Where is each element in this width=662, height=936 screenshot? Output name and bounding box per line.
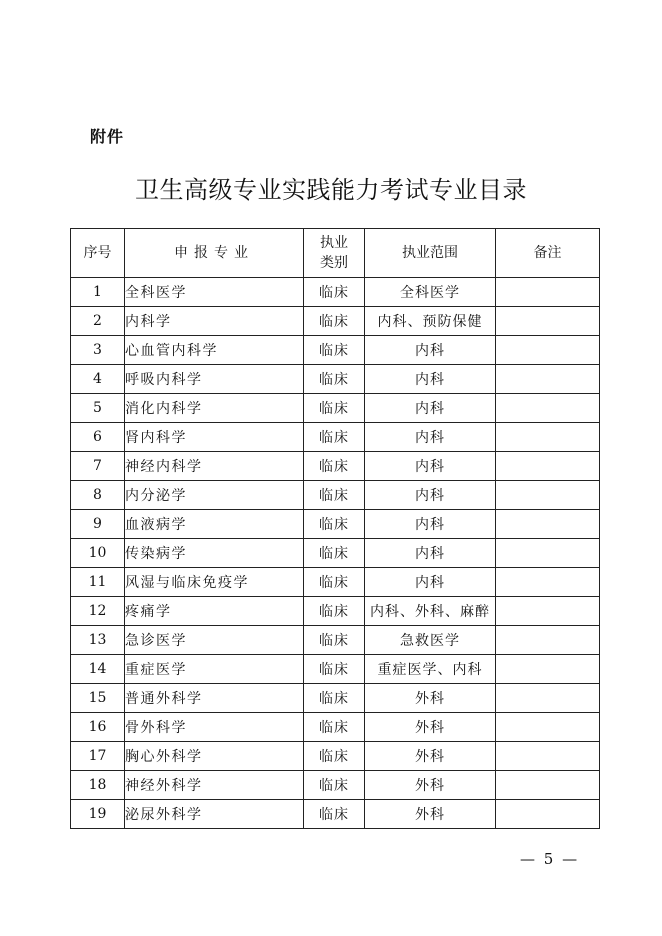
- header-remarks: 备注: [496, 229, 600, 278]
- row-major-name: 普通外科学: [125, 684, 304, 713]
- row-remark: [496, 684, 600, 713]
- table-row: [71, 684, 600, 713]
- row-remark: [496, 365, 600, 394]
- table-row: [71, 655, 600, 684]
- row-practice-scope: 急救医学: [365, 626, 496, 655]
- row-number: 11: [71, 568, 125, 597]
- table-row: [71, 481, 600, 510]
- header-index: 序号: [71, 229, 125, 278]
- row-remark: [496, 800, 600, 829]
- row-number: 2: [71, 307, 125, 336]
- table-row: [71, 423, 600, 452]
- row-remark: [496, 539, 600, 568]
- row-major-name: 神经内科学: [125, 452, 304, 481]
- table-row: [71, 597, 600, 626]
- header-major: 申报专业: [125, 229, 304, 278]
- row-major-name: 全科医学: [125, 278, 304, 307]
- row-major-name: 血液病学: [125, 510, 304, 539]
- row-number: 17: [71, 742, 125, 771]
- row-practice-scope: 内科: [365, 336, 496, 365]
- row-practice-type: 临床: [304, 307, 365, 336]
- row-practice-type: 临床: [304, 800, 365, 829]
- row-remark: [496, 568, 600, 597]
- row-number: 6: [71, 423, 125, 452]
- row-remark: [496, 742, 600, 771]
- row-practice-scope: 内科: [365, 394, 496, 423]
- row-practice-type: 临床: [304, 423, 365, 452]
- row-major-name: 心血管内科学: [125, 336, 304, 365]
- table-row: [71, 713, 600, 742]
- row-practice-type: 临床: [304, 510, 365, 539]
- specialty-catalog-table: [70, 228, 600, 829]
- table-row: [71, 510, 600, 539]
- row-practice-type: 临床: [304, 655, 365, 684]
- row-practice-type: 临床: [304, 742, 365, 771]
- row-number: 12: [71, 597, 125, 626]
- row-major-name: 胸心外科学: [125, 742, 304, 771]
- row-practice-type: 临床: [304, 452, 365, 481]
- row-practice-type: 临床: [304, 336, 365, 365]
- header-practice-type: [304, 229, 365, 278]
- row-practice-scope: 外科: [365, 800, 496, 829]
- page-number: — 5 —: [520, 850, 580, 868]
- row-remark: [496, 452, 600, 481]
- row-major-name: 泌尿外科学: [125, 800, 304, 829]
- row-major-name: 风湿与临床免疫学: [125, 568, 304, 597]
- table-row: [71, 278, 600, 307]
- row-number: 3: [71, 336, 125, 365]
- row-remark: [496, 481, 600, 510]
- row-practice-type: 临床: [304, 539, 365, 568]
- row-remark: [496, 626, 600, 655]
- row-number: 10: [71, 539, 125, 568]
- table-row: [71, 394, 600, 423]
- row-remark: [496, 278, 600, 307]
- row-number: 9: [71, 510, 125, 539]
- row-practice-scope: 内科、预防保健: [365, 307, 496, 336]
- row-practice-scope: 内科: [365, 568, 496, 597]
- row-practice-type: 临床: [304, 394, 365, 423]
- row-number: 14: [71, 655, 125, 684]
- table-row: [71, 800, 600, 829]
- table-row: [71, 742, 600, 771]
- row-number: 18: [71, 771, 125, 800]
- row-practice-type: 临床: [304, 481, 365, 510]
- row-number: 7: [71, 452, 125, 481]
- document-title: 卫生高级专业实践能力考试专业目录: [135, 176, 527, 204]
- row-practice-scope: 外科: [365, 713, 496, 742]
- row-major-name: 神经外科学: [125, 771, 304, 800]
- attachment-label: 附件: [90, 127, 125, 146]
- row-major-name: 疼痛学: [125, 597, 304, 626]
- table-body: [71, 278, 600, 829]
- table-header-row: [71, 229, 600, 278]
- header-practice-type-line2: 类别: [320, 255, 348, 271]
- row-practice-scope: 内科: [365, 365, 496, 394]
- table-row: [71, 336, 600, 365]
- row-number: 8: [71, 481, 125, 510]
- table-row: [71, 307, 600, 336]
- row-practice-scope: 内科: [365, 423, 496, 452]
- row-major-name: 传染病学: [125, 539, 304, 568]
- row-number: 13: [71, 626, 125, 655]
- row-remark: [496, 394, 600, 423]
- row-major-name: 内科学: [125, 307, 304, 336]
- row-remark: [496, 655, 600, 684]
- row-number: 19: [71, 800, 125, 829]
- row-practice-type: 临床: [304, 626, 365, 655]
- row-practice-scope: 内科: [365, 452, 496, 481]
- row-practice-scope: 外科: [365, 742, 496, 771]
- row-practice-scope: 内科、外科、麻醉: [365, 597, 496, 626]
- row-number: 4: [71, 365, 125, 394]
- row-practice-type: 临床: [304, 278, 365, 307]
- row-practice-scope: 内科: [365, 481, 496, 510]
- row-number: 5: [71, 394, 125, 423]
- row-practice-type: 临床: [304, 771, 365, 800]
- row-practice-type: 临床: [304, 713, 365, 742]
- row-number: 1: [71, 278, 125, 307]
- row-major-name: 重症医学: [125, 655, 304, 684]
- row-remark: [496, 307, 600, 336]
- row-practice-type: 临床: [304, 684, 365, 713]
- table-row: [71, 626, 600, 655]
- header-practice-type-line1: 执业: [320, 235, 348, 251]
- row-remark: [496, 510, 600, 539]
- row-remark: [496, 336, 600, 365]
- table-row: [71, 452, 600, 481]
- row-major-name: 内分泌学: [125, 481, 304, 510]
- row-practice-scope: 内科: [365, 510, 496, 539]
- row-major-name: 呼吸内科学: [125, 365, 304, 394]
- row-remark: [496, 597, 600, 626]
- row-practice-type: 临床: [304, 365, 365, 394]
- row-practice-type: 临床: [304, 597, 365, 626]
- row-practice-scope: 外科: [365, 771, 496, 800]
- table-row: [71, 365, 600, 394]
- row-practice-scope: 重症医学、内科: [365, 655, 496, 684]
- row-number: 15: [71, 684, 125, 713]
- header-scope: 执业范围: [365, 229, 496, 278]
- table-row: [71, 568, 600, 597]
- row-remark: [496, 423, 600, 452]
- row-practice-scope: 内科: [365, 539, 496, 568]
- row-major-name: 消化内科学: [125, 394, 304, 423]
- row-major-name: 肾内科学: [125, 423, 304, 452]
- row-practice-scope: 外科: [365, 684, 496, 713]
- row-remark: [496, 713, 600, 742]
- row-number: 16: [71, 713, 125, 742]
- table-row: [71, 539, 600, 568]
- table-row: [71, 771, 600, 800]
- row-major-name: 急诊医学: [125, 626, 304, 655]
- row-practice-type: 临床: [304, 568, 365, 597]
- row-major-name: 骨外科学: [125, 713, 304, 742]
- row-remark: [496, 771, 600, 800]
- row-practice-scope: 全科医学: [365, 278, 496, 307]
